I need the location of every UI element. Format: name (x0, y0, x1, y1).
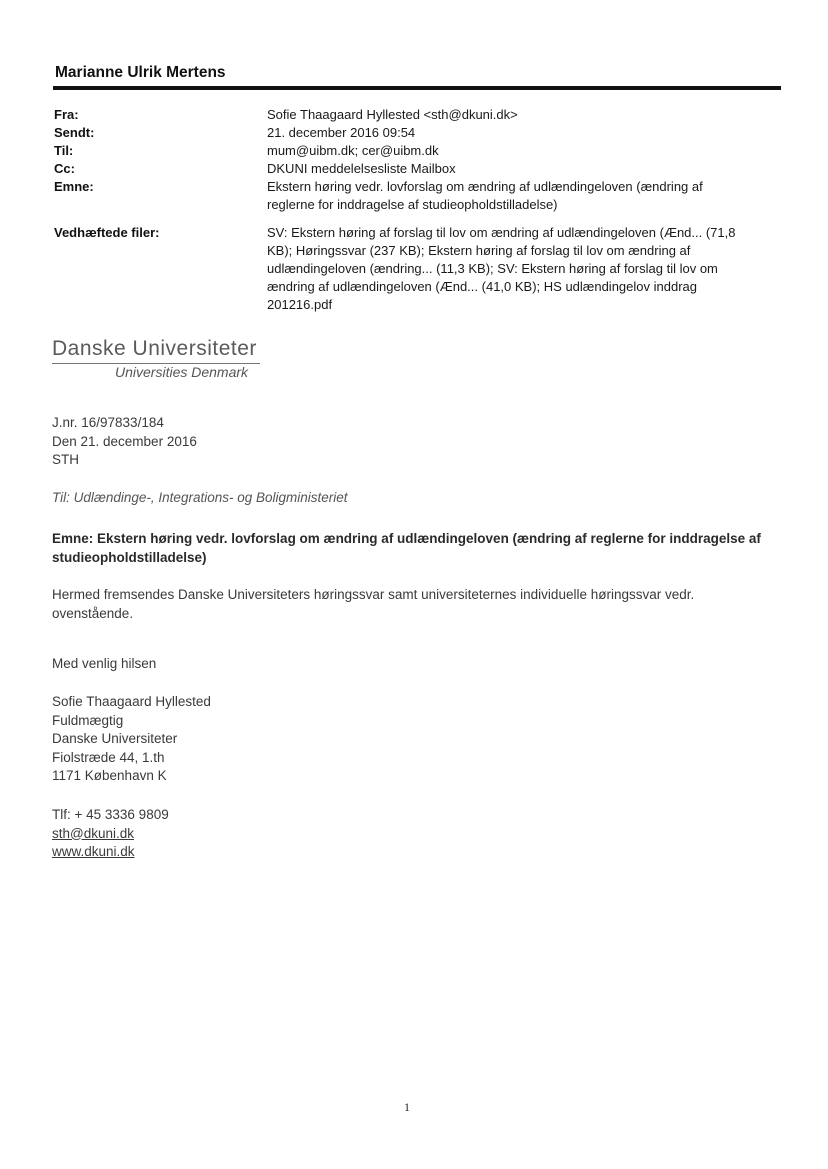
attachments-line: ændring af udlændingeloven (Ænd... (41,0 KB); HS udlændingelov inddrag (267, 279, 697, 294)
attachments-label: Vedhæftede filer: (54, 225, 160, 240)
subject-value-line: reglerne for inddragelse af studieopholdstilladelse) (267, 197, 558, 212)
website-link[interactable]: www.dkuni.dk (52, 844, 135, 859)
to-row (54, 142, 774, 160)
phone-number: Tlf: + 45 3336 9809 (52, 807, 169, 822)
email-metadata (54, 106, 774, 314)
cc-label: Cc: (54, 161, 75, 176)
logo-subtitle: Universities Denmark (115, 364, 249, 380)
sent-label: Sendt: (54, 125, 95, 140)
attachments-line: udlændingeloven (ændring... (11,3 KB); SV: Ekstern høring af forslag til lov om (267, 261, 718, 276)
sent-row (54, 124, 774, 142)
signature-line: Danske Universiteter (52, 731, 178, 746)
contact-block (52, 806, 772, 862)
greeting: Med venlig hilsen (52, 656, 157, 671)
recipient-name: Marianne Ulrik Mertens (55, 64, 226, 81)
attachments-line: KB); Høringssvar (237 KB); Ekstern høring af forslag til lov om ændring af (267, 243, 691, 258)
spacer (54, 214, 774, 224)
logo-wordmark: Danske Universiteter (52, 337, 257, 360)
reference-line: J.nr. 16/97833/184 (52, 415, 164, 430)
attachments-row (54, 224, 774, 314)
letter-subject-line: studieopholdstilladelse) (52, 550, 207, 565)
letter-intro-line: Hermed fremsendes Danske Universiteters høringssvar samt universiteternes individuelle høringssvar vedr. (52, 587, 695, 602)
reference-block (52, 414, 772, 470)
letter-subject-line: Emne: Ekstern høring vedr. lovforslag om ændring af udlændingeloven (ændring af reglerne for inddragelse af (52, 531, 761, 546)
attachments-line: SV: Ekstern høring af forslag til lov om ændring af udlændingeloven (Ænd... (71,8 (267, 225, 736, 240)
from-value: Sofie Thaagaard Hyllested <sth@dkuni.dk> (267, 107, 518, 122)
cc-value: DKUNI meddelelsesliste Mailbox (267, 161, 456, 176)
signature-block (52, 693, 772, 786)
danske-universiteter-logo (52, 337, 272, 385)
letter-intro-line: ovenstående. (52, 606, 134, 621)
letter-intro (52, 585, 772, 623)
to-label: Til: (54, 143, 74, 158)
subject-label: Emne: (54, 179, 94, 194)
subject-value-line: Ekstern høring vedr. lovforslag om ændring af udlændingeloven (ændring af (267, 179, 703, 194)
letter-recipient: Til: Udlændinge-, Integrations- og Boligministeriet (52, 490, 348, 505)
signature-line: Fiolstræde 44, 1.th (52, 749, 165, 765)
sent-value: 21. december 2016 09:54 (267, 125, 416, 140)
cc-row (54, 160, 774, 178)
letter-subject (52, 529, 772, 567)
to-value: mum@uibm.dk; cer@uibm.dk (267, 143, 439, 158)
page-number: 1 (404, 1100, 410, 1114)
signature-line: Fuldmægtig (52, 712, 124, 728)
subject-row (54, 178, 774, 214)
from-label: Fra: (54, 107, 79, 122)
header-divider (53, 86, 781, 90)
attachments-line: 201216.pdf (267, 297, 333, 312)
signature-line: Sofie Thaagaard Hyllested (52, 694, 211, 709)
reference-line: Den 21. december 2016 (52, 433, 197, 449)
email-link[interactable]: sth@dkuni.dk (52, 825, 134, 841)
signature-line: 1171 København K (52, 768, 167, 783)
reference-line: STH (52, 452, 79, 467)
from-row (54, 106, 774, 124)
